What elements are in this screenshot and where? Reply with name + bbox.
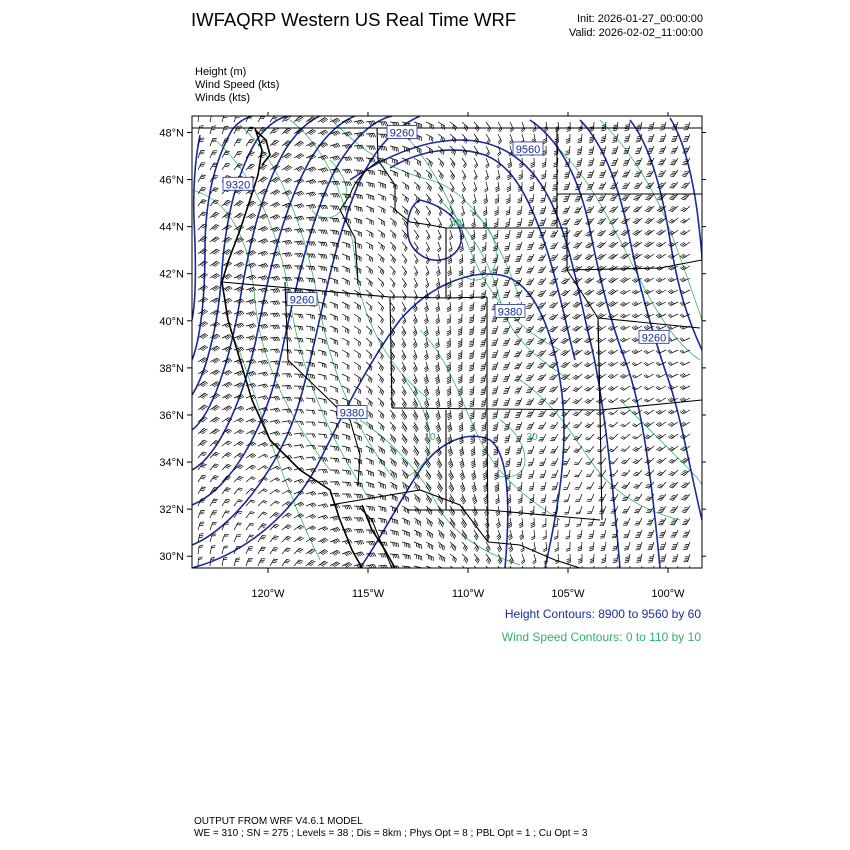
lon-tick-label: 105°W xyxy=(551,588,585,600)
lat-tick-label: 44°N xyxy=(159,221,184,234)
lon-tick-label: 120°W xyxy=(251,588,285,600)
height-contour-label: 9380 xyxy=(497,306,523,319)
wind-contour-label: 30 xyxy=(526,432,538,444)
height-contour-label: 9560 xyxy=(515,143,541,156)
lat-tick-label: 30°N xyxy=(159,551,184,564)
valid-time: Valid: 2026-02-02_11:00:00 xyxy=(568,27,703,39)
lon-tick-label: 110°W xyxy=(451,588,485,600)
lat-tick-label: 42°N xyxy=(159,268,184,281)
height-contour-label: 9260 xyxy=(641,332,667,345)
wind-contour-label: 40 xyxy=(450,217,462,229)
lat-tick-label: 34°N xyxy=(159,457,184,470)
field-winds-label: Winds (kts) xyxy=(195,92,250,104)
wind-contour-legend: Wind Speed Contours: 0 to 110 by 10 xyxy=(501,630,701,644)
init-time: Init: 2026-01-27_00:00:00 xyxy=(577,13,703,25)
field-height-label: Height (m) xyxy=(195,66,247,78)
lat-tick-label: 38°N xyxy=(159,362,184,375)
lat-tick-label: 36°N xyxy=(159,409,184,422)
model-info-line2: WE = 310 ; SN = 275 ; Levels = 38 ; Dis = 8km ; Phys Opt = 8 ; PBL Opt = 1 ; Cu Opt = 3 xyxy=(194,828,588,839)
height-contour-legend: Height Contours: 8900 to 9560 by 60 xyxy=(504,607,701,621)
lon-tick-label: 115°W xyxy=(351,588,385,600)
height-contour-label: 9260 xyxy=(389,127,415,140)
lat-tick-label: 46°N xyxy=(159,174,184,187)
height-contour-label: 9320 xyxy=(225,179,251,192)
model-info-line1: OUTPUT FROM WRF V4.6.1 MODEL xyxy=(194,816,363,827)
height-contour-label: 9380 xyxy=(339,407,365,420)
lat-tick-label: 40°N xyxy=(159,315,184,328)
field-wind-speed-label: Wind Speed (kts) xyxy=(195,79,280,91)
lat-tick-label: 32°N xyxy=(159,504,184,517)
map-title: IWFAQRP Western US Real Time WRF xyxy=(191,9,517,30)
wind-contour-label: 10 xyxy=(424,432,436,444)
lon-tick-label: 100°W xyxy=(651,588,685,600)
lat-tick-label: 48°N xyxy=(159,127,184,140)
height-contour-label: 9260 xyxy=(289,294,315,307)
